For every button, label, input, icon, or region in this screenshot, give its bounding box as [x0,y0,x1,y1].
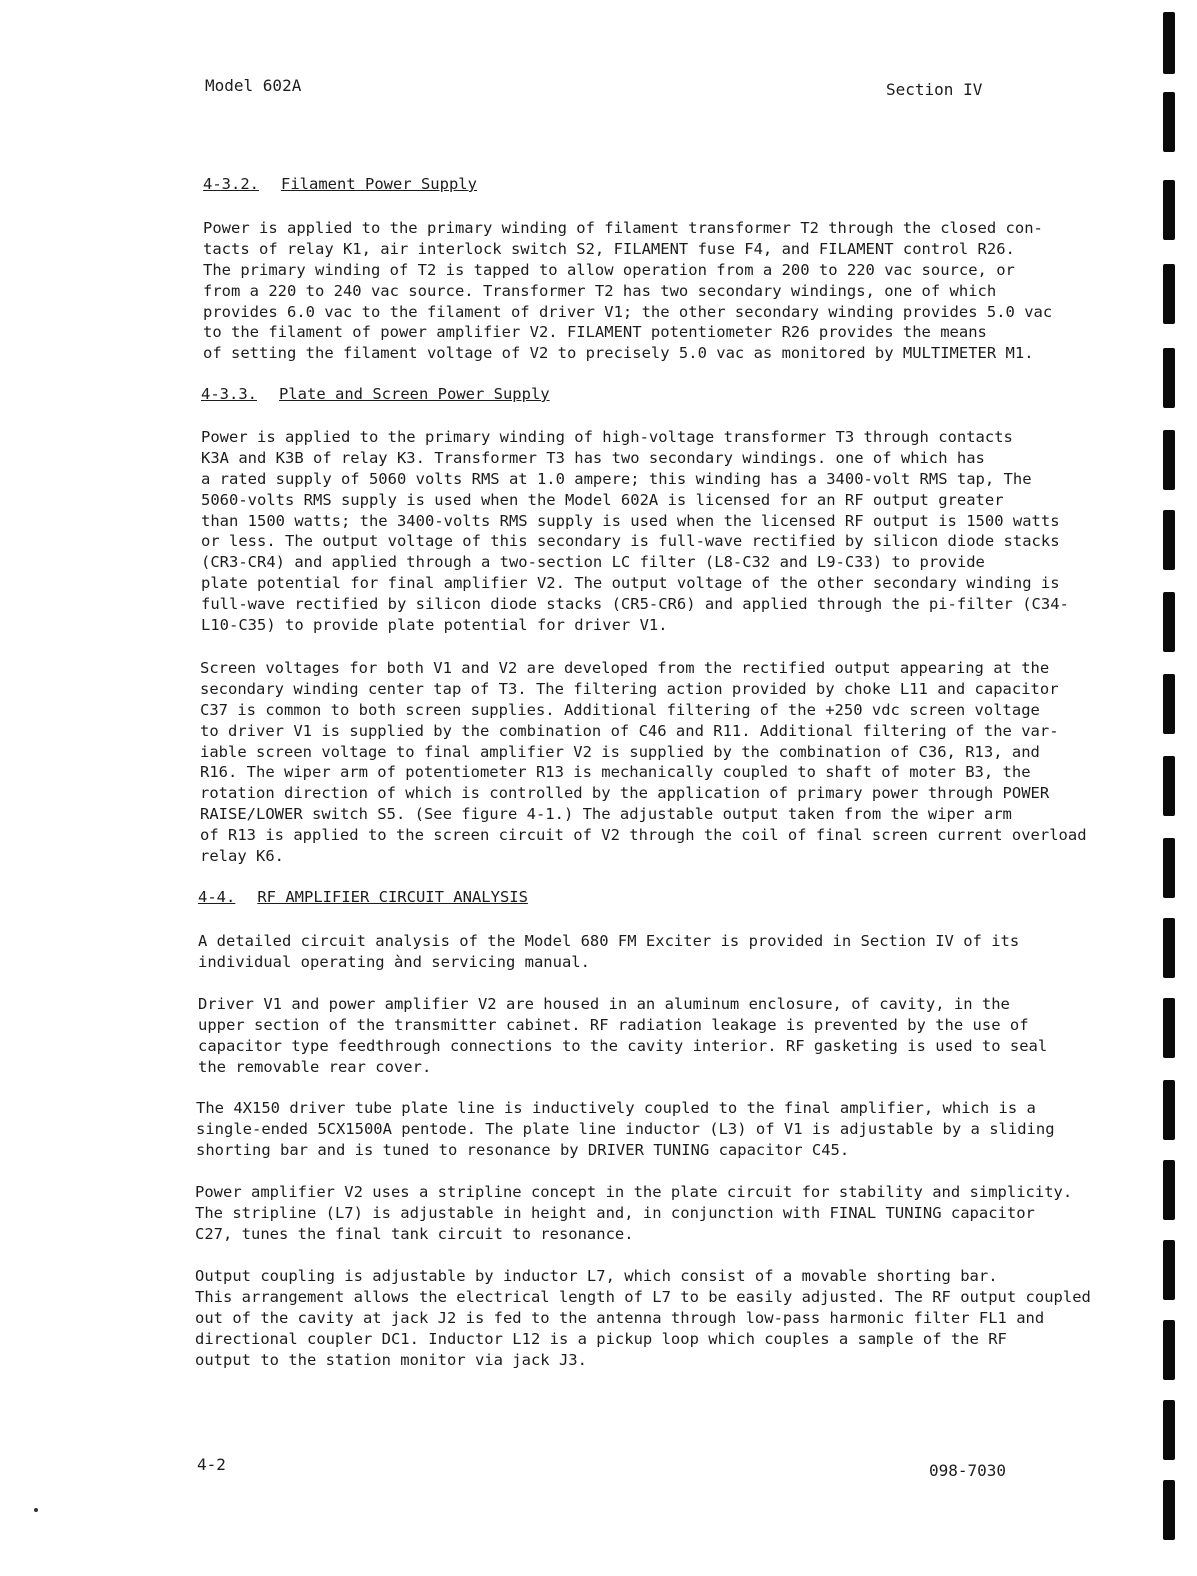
section-heading-4-4 [198,888,528,906]
paragraph-filament [203,218,1052,364]
text-line: to the filament of power amplifier V2. FILAMENT potentiometer R26 provides the means [203,323,987,342]
edge-mark [1163,12,1175,74]
text-line: directional coupler DC1. Inductor L12 is a pickup loop which couples a sample of the RF [195,1329,1007,1348]
edge-mark [1163,180,1175,240]
text-line: Output coupling is adjustable by inductor L7, which consist of a movable shorting bar. [195,1267,998,1285]
text-line: Driver V1 and power amplifier V2 are housed in an aluminum enclosure, of cavity, in the [198,995,1010,1013]
text-line: than 1500 watts; the 3400-volts RMS supply is used when the licensed RF output is 1500 watts [201,511,1060,530]
edge-mark [1163,1160,1175,1220]
text-line: upper section of the transmitter cabinet. RF radiation leakage is prevented by the use of [198,1015,1029,1034]
text-line: full-wave rectified by silicon diode stacks (CR5-CR6) and applied through the pi-filter (C34- [201,595,1069,614]
text-line: RAISE/LOWER switch S5. (See figure 4-1.) The adjustable output taken from the wiper arm [200,805,1012,824]
edge-mark [1163,592,1175,652]
text-line: K3A and K3B of relay K3. Transformer T3 has two secondary windings. one of which has [201,448,985,467]
edge-mark [1163,1240,1175,1300]
edge-mark [1163,674,1175,734]
section-heading-4-3-3 [201,385,550,403]
text-line: to driver V1 is supplied by the combination of C46 and R11. Additional filtering of the var- [200,721,1059,740]
edge-mark [1163,998,1175,1058]
text-line: C37 is common to both screen supplies. Additional filtering of the +250 vdc screen voltage [200,700,1040,719]
text-line: secondary winding center tap of T3. The filtering action provided by choke L11 and capacitor [200,679,1059,698]
edge-mark [1163,1320,1175,1380]
section-number: 4-3.3. [201,385,257,403]
edge-mark [1163,838,1175,898]
edge-mark [1163,430,1175,490]
text-line: a rated supply of 5060 volts RMS at 1.0 ampere; this winding has a 3400-volt RMS tap, The [201,469,1032,488]
text-line: single-ended 5CX1500A pentode. The plate line inductor (L3) of V1 is adjustable by a sliding [196,1119,1055,1138]
footer-page-number: 4-2 [197,1455,226,1474]
section-title: Plate and Screen Power Supply [279,385,550,403]
edge-mark [1163,92,1175,152]
text-line: Screen voltages for both V1 and V2 are developed from the rectified output appearing at the [200,659,1050,677]
paragraph-cavity-housing [198,994,1047,1078]
text-line: of setting the filament voltage of V2 to precisely 5.0 vac as monitored by MULTIMETER M1. [203,344,1034,363]
edge-mark [1163,510,1175,570]
scan-speck [34,1508,38,1512]
text-line: capacitor type feedthrough connections to the cavity interior. RF gasketing is used to seal [198,1036,1048,1055]
text-line: 5060-volts RMS supply is used when the Model 602A is licensed for an RF output greater [201,490,1004,509]
text-line: R16. The wiper arm of potentiometer R13 is mechanically coupled to shaft of moter B3, the [200,763,1031,782]
paragraph-output-coupling [195,1266,1091,1370]
header-model: Model 602A [205,76,302,95]
text-line: relay K6. [200,847,284,866]
text-line: Power amplifier V2 uses a stripline concept in the plate circuit for stability and simplicity. [195,1183,1073,1201]
paragraph-screen-voltages [200,658,1087,867]
text-line: of R13 is applied to the screen circuit of V2 through the coil of final screen current overload [200,826,1087,845]
paragraph-plate-supply [201,427,1069,636]
text-line: The primary winding of T2 is tapped to allow operation from a 200 to 220 vac source, or [203,260,1015,279]
text-line: or less. The output voltage of this secondary is full-wave rectified by silicon diode stacks [201,532,1060,551]
text-line: the removable rear cover. [198,1057,432,1076]
paragraph-stripline [195,1182,1072,1245]
edge-mark [1163,264,1175,324]
section-title: Filament Power Supply [281,175,477,193]
section-number: 4-4. [198,888,236,906]
edge-mark [1163,756,1175,816]
edge-mark [1163,918,1175,978]
section-number: 4-3.2. [203,175,259,193]
footer-doc-number: 098-7030 [929,1461,1007,1480]
edge-mark [1163,1080,1175,1140]
section-title: RF AMPLIFIER CIRCUIT ANALYSIS [257,888,528,906]
text-line: A detailed circuit analysis of the Model 680 FM Exciter is provided in Section IV of its [198,932,1020,950]
text-line: out of the cavity at jack J2 is fed to the antenna through low-pass harmonic filter FL1 and [195,1308,1045,1327]
scan-edge-marks [1163,0,1177,1576]
text-line: from a 220 to 240 vac source. Transformer T2 has two secondary windings, one of which [203,281,997,300]
text-line: individual operating ànd servicing manual. [198,952,590,971]
text-line: iable screen voltage to final amplifier V2 is supplied by the combination of C36, R13, and [200,742,1040,761]
text-line: tacts of relay K1, air interlock switch S2, FILAMENT fuse F4, and FILAMENT control R26. [203,239,1015,258]
text-line: (CR3-CR4) and applied through a two-section LC filter (L8-C32 and L9-C33) to provide [201,553,985,572]
header-section: Section IV [886,80,983,99]
edge-mark [1163,348,1175,408]
text-line: provides 6.0 vac to the filament of driver V1; the other secondary winding provides 5.0 vac [203,302,1053,321]
text-line: Power is applied to the primary winding of high-voltage transformer T3 through contacts [201,428,1013,446]
text-line: C27, tunes the final tank circuit to resonance. [195,1224,634,1243]
text-line: rotation direction of which is controlled by the application of primary power through POWER [200,784,1050,803]
text-line: output to the station monitor via jack J3. [195,1350,587,1369]
text-line: L10-C35) to provide plate potential for driver V1. [201,616,668,635]
paragraph-exciter-analysis [198,931,1019,973]
section-heading-4-3-2 [203,175,477,193]
paragraph-driver-tube [196,1098,1055,1161]
text-line: Power is applied to the primary winding of filament transformer T2 through the closed con- [203,219,1043,237]
text-line: The 4X150 driver tube plate line is inductively coupled to the final amplifier, which is a [196,1099,1036,1117]
text-line: shorting bar and is tuned to resonance by DRIVER TUNING capacitor C45. [196,1140,850,1159]
text-line: This arrangement allows the electrical length of L7 to be easily adjusted. The RF output coupled [195,1287,1091,1306]
text-line: plate potential for final amplifier V2. The output voltage of the other secondary winding is [201,574,1060,593]
edge-mark [1163,1480,1175,1540]
edge-mark [1163,1400,1175,1460]
text-line: The stripline (L7) is adjustable in height and, in conjunction with FINAL TUNING capacitor [195,1203,1035,1222]
